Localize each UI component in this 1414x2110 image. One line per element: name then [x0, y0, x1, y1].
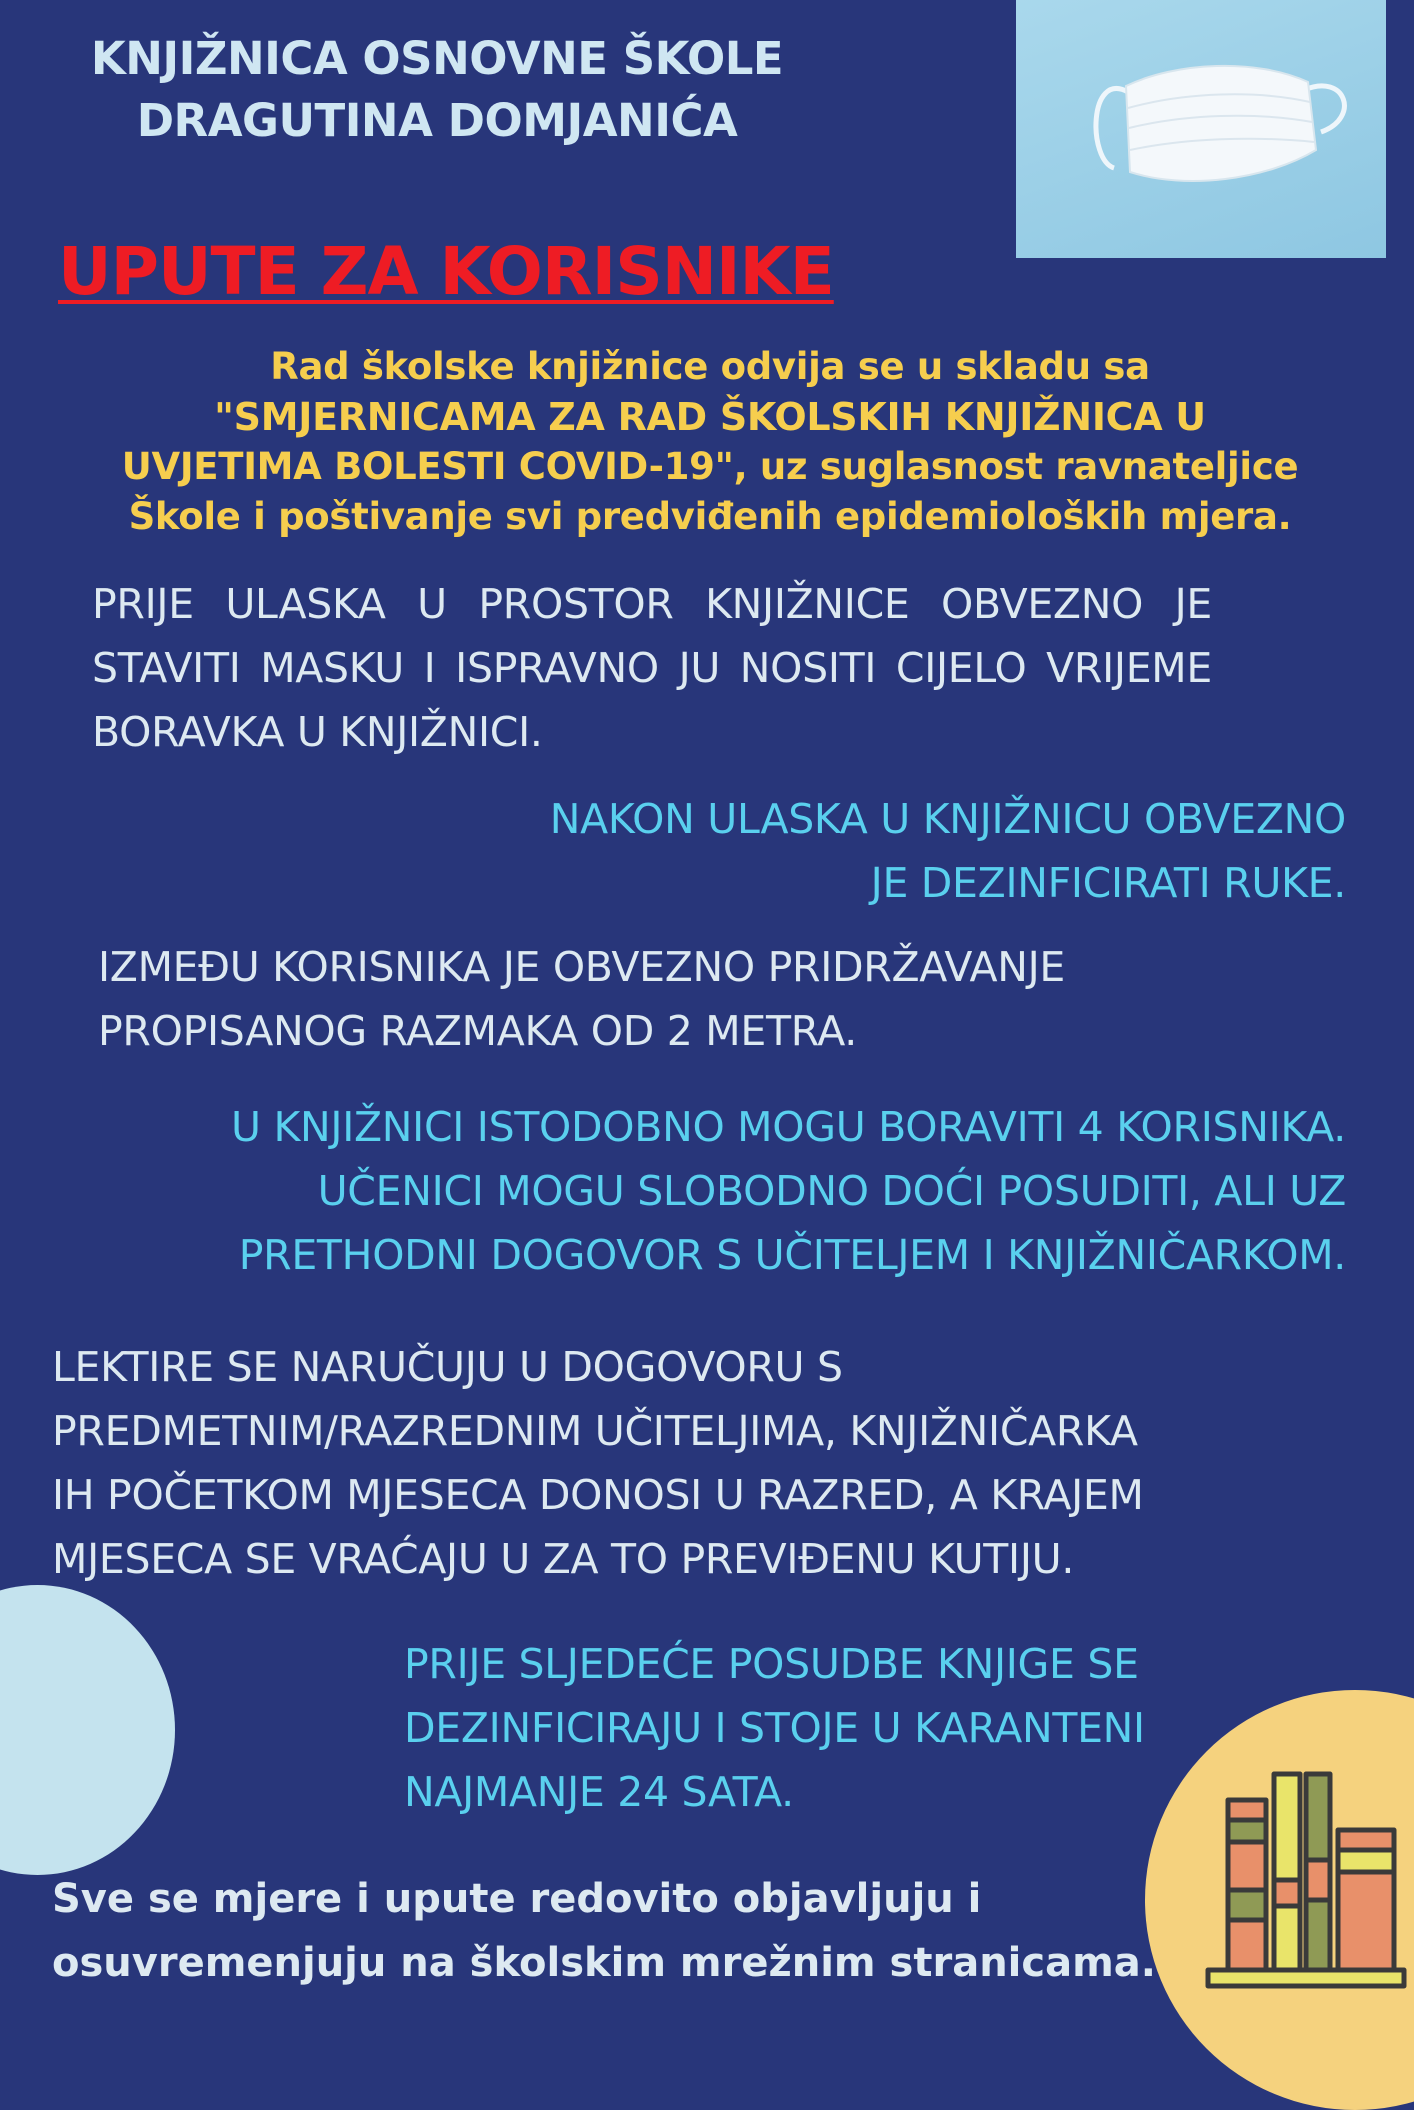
- rule-quarantine-line-3: NAJMANJE 24 SATA.: [404, 1768, 794, 1816]
- intro-line-2: "SMJERNICAMA ZA RAD ŠKOLSKIH KNJIŽNICA U: [214, 395, 1206, 439]
- rule-lektire-line-4: MJESECA SE VRAĆAJU U ZA TO PREVIĐENU KUTIJU.: [52, 1535, 1075, 1583]
- rule-disinfect-line-2: JE DEZINFICIRATI RUKE.: [870, 859, 1346, 907]
- intro-line-4: Škole i poštivanje svi predviđenih epidemioloških mjera.: [128, 495, 1292, 538]
- heading: UPUTE ZA KORISNIKE: [58, 233, 834, 310]
- rule-mask: PRIJE ULASKA U PROSTOR KNJIŽNICE OBVEZNO JE STAVITI MASKU I ISPRAVNO JU NOSITI CIJELO VRIJEME BORAVKA U KNJIŽNICI.: [92, 580, 1212, 756]
- footer-line-1: Sve se mjere i upute redovito objavljuju i: [52, 1876, 982, 1922]
- rule-lektire-line-1: LEKTIRE SE NARUČUJU U DOGOVORU S: [52, 1343, 843, 1391]
- rule-distance-line-2: PROPISANOG RAZMAKA OD 2 METRA.: [98, 1007, 858, 1055]
- footer-note: [52, 1867, 1192, 1995]
- rule-quarantine-line-1: PRIJE SLJEDEĆE POSUDBE KNJIGE SE: [404, 1640, 1139, 1688]
- page-title: [52, 28, 822, 152]
- rule-capacity-line-1: U KNJIŽNICI ISTODOBNO MOGU BORAVITI 4 KORISNIKA.: [231, 1103, 1346, 1151]
- footer-line-2: osuvremenjuju na školskim mrežnim stranicama.: [52, 1940, 1156, 1986]
- rule-lektire-line-2: PREDMETNIM/RAZREDNIM UČITELJIMA, KNJIŽNIČARKA: [52, 1407, 1138, 1455]
- intro-line-1: Rad školske knjižnice odvija se u skladu sa: [270, 345, 1150, 388]
- rule-lektire: [52, 1335, 1332, 1591]
- rule-disinfect-line-1: NAKON ULASKA U KNJIŽNICU OBVEZNO: [549, 795, 1346, 843]
- title-line-2: DRAGUTINA DOMJANIĆA: [136, 94, 738, 147]
- intro-text: [40, 342, 1380, 542]
- intro-line-3: UVJETIMA BOLESTI COVID-19", uz suglasnost ravnateljice: [121, 445, 1299, 488]
- rule-distance-line-1: IZMEĐU KORISNIKA JE OBVEZNO PRIDRŽAVANJE: [98, 943, 1065, 991]
- title-line-1: KNJIŽNICA OSNOVNE ŠKOLE: [90, 32, 784, 85]
- rule-capacity: [46, 1095, 1346, 1287]
- rule-capacity-line-2: UČENICI MOGU SLOBODNO DOĆI POSUDITI, ALI UZ: [317, 1167, 1346, 1215]
- rule-quarantine-line-2: DEZINFICIRAJU I STOJE U KARANTENI: [404, 1704, 1145, 1752]
- rule-distance: [98, 935, 1198, 1063]
- rule-capacity-line-3: PRETHODNI DOGOVOR S UČITELJEM I KNJIŽNIČARKOM.: [238, 1231, 1346, 1279]
- rule-lektire-line-3: IH POČETKOM MJESECA DONOSI U RAZRED, A KRAJEM: [52, 1471, 1144, 1519]
- face-mask-photo: [1016, 0, 1386, 258]
- books-icon: [1200, 1760, 1414, 2000]
- rule-quarantine: [404, 1632, 1284, 1824]
- rule-disinfect: [366, 787, 1346, 915]
- decorative-circle-left: [0, 1585, 175, 1875]
